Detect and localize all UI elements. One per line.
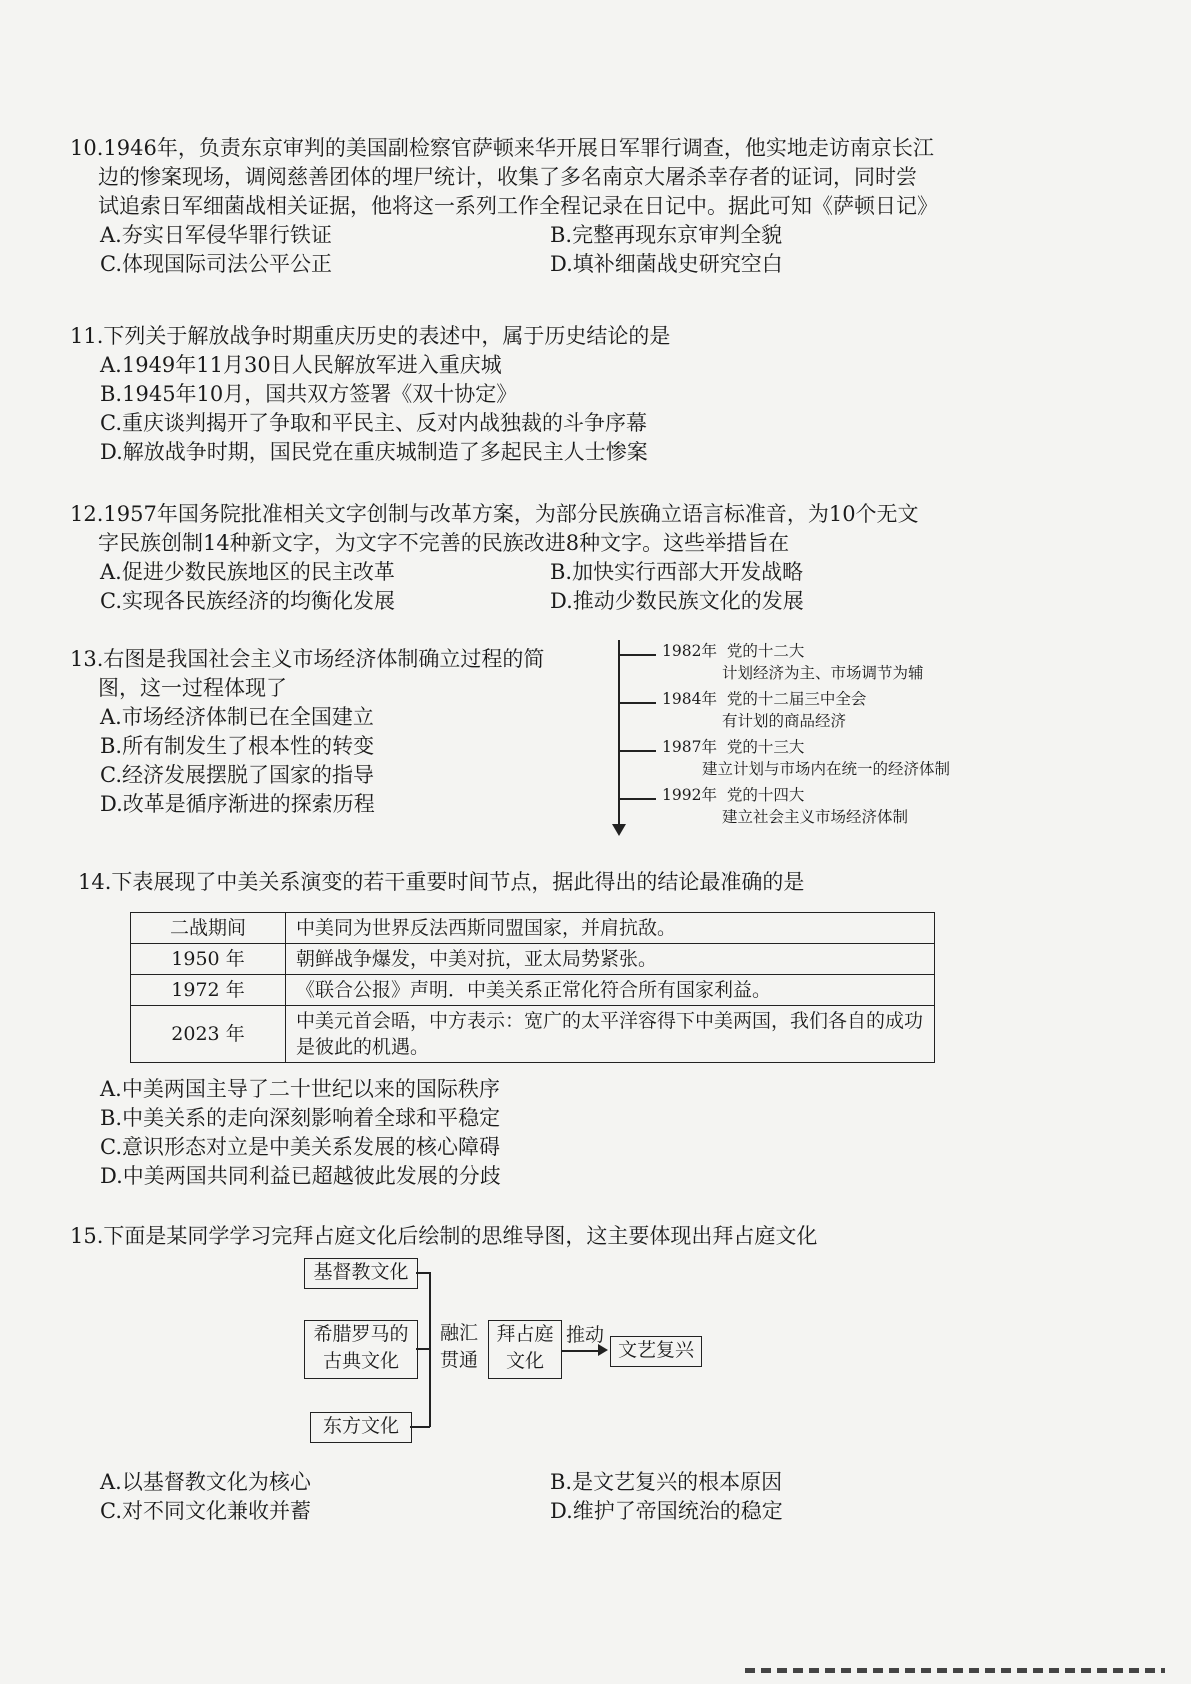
question-11 bbox=[70, 322, 670, 467]
timeline-event: 党的十三大 bbox=[726, 738, 805, 756]
q14-option-d: D.中美两国共同利益已超越彼此发展的分歧 bbox=[100, 1164, 501, 1188]
q13-timeline bbox=[608, 640, 1028, 840]
christian-culture-box: 基督教文化 bbox=[304, 1258, 418, 1289]
greco-roman-line-2: 古典文化 bbox=[322, 1350, 399, 1372]
timeline-event: 党的十四大 bbox=[726, 786, 805, 804]
timeline-tick bbox=[618, 702, 656, 704]
greco-roman-line-1: 希腊罗马的 bbox=[313, 1323, 409, 1345]
q14-option-a: A.中美两国主导了二十世纪以来的国际秩序 bbox=[100, 1077, 500, 1101]
q10-stem-line-1: 10.1946年，负责东京审判的美国副检察官萨顿来华开展日军罪行调查，他实地走访南京长江 bbox=[70, 136, 934, 160]
timeline-tick bbox=[618, 750, 656, 752]
question-14 bbox=[78, 868, 804, 897]
q11-option-d: D.解放战争时期，国民党在重庆城制造了多起民主人士惨案 bbox=[100, 440, 648, 464]
q14-option-c: C.意识形态对立是中美关系发展的核心障碍 bbox=[100, 1135, 500, 1159]
timeline-year: 1982年 bbox=[662, 642, 717, 660]
table-cell-text: 朝鲜战争爆发，中美对抗，亚太局势紧张。 bbox=[286, 944, 935, 975]
q14-relations-table bbox=[130, 912, 935, 1063]
table-cell-year: 二战期间 bbox=[131, 913, 286, 944]
timeline-entry-1992 bbox=[662, 784, 908, 828]
q13-option-b: B.所有制发生了根本性的转变 bbox=[100, 734, 375, 758]
q12-option-d: D.推动少数民族文化的发展 bbox=[550, 589, 804, 613]
q12-option-a: A.促进少数民族地区的民主改革 bbox=[100, 560, 395, 584]
timeline-entry-1982 bbox=[662, 640, 924, 684]
q13-stem-line-1: 13.右图是我国社会主义市场经济体制确立过程的简 bbox=[70, 647, 545, 671]
q14-option-b: B.中美关系的走向深刻影响着全球和平稳定 bbox=[100, 1106, 501, 1130]
q10-option-c: C.体现国际司法公平公正 bbox=[100, 252, 332, 276]
timeline-event: 党的十二届三中全会 bbox=[726, 690, 867, 708]
q13-option-a: A.市场经济体制已在全国建立 bbox=[100, 705, 374, 729]
timeline-detail: 有计划的商品经济 bbox=[722, 712, 847, 730]
q15-option-b: B.是文艺复兴的根本原因 bbox=[550, 1470, 783, 1494]
merge-label-line-1: 融汇 bbox=[439, 1322, 478, 1344]
q13-stem-line-2: 图，这一过程体现了 bbox=[98, 676, 287, 700]
q11-stem: 11.下列关于解放战争时期重庆历史的表述中，属于历史结论的是 bbox=[70, 324, 671, 348]
connector-bracket bbox=[429, 1272, 431, 1427]
timeline-detail: 建立计划与市场内在统一的经济体制 bbox=[702, 760, 951, 778]
eastern-culture-box: 东方文化 bbox=[310, 1412, 412, 1443]
timeline-year: 1984年 bbox=[662, 690, 717, 708]
q13-option-d: D.改革是循序渐进的探索历程 bbox=[100, 792, 375, 816]
q12-stem-line-2: 字民族创制14种新文字，为文字不完善的民族改进8种文字。这些举措旨在 bbox=[98, 531, 790, 555]
q15-option-d: D.维护了帝国统治的稳定 bbox=[550, 1499, 783, 1523]
merge-label-line-2: 贯通 bbox=[439, 1349, 478, 1371]
q11-option-c: C.重庆谈判揭开了争取和平民主、反对内战独裁的斗争序幕 bbox=[100, 411, 647, 435]
connector-line bbox=[416, 1272, 430, 1274]
greco-roman-box bbox=[304, 1320, 418, 1379]
arrow-line bbox=[562, 1350, 602, 1352]
q10-stem-line-3: 试追索日军细菌战相关证据，他将这一系列工作全程记录在日记中。据此可知《萨顿日记》 bbox=[98, 194, 938, 218]
timeline-tick bbox=[618, 654, 656, 656]
timeline-year: 1987年 bbox=[662, 738, 717, 756]
question-15-options bbox=[70, 1468, 783, 1526]
table-cell-text: 中美元首会晤，中方表示：宽广的太平洋容得下中美两国，我们各自的成功是彼此的机遇。 bbox=[286, 1006, 935, 1063]
renaissance-box: 文艺复兴 bbox=[610, 1336, 702, 1367]
table-row bbox=[131, 944, 935, 975]
page-footer-dashes bbox=[745, 1668, 1165, 1673]
q13-option-c: C.经济发展摆脱了国家的指导 bbox=[100, 763, 374, 787]
q12-stem-line-1: 12.1957年国务院批准相关文字创制与改革方案，为部分民族确立语言标准音，为10个无文 bbox=[70, 502, 919, 526]
table-row bbox=[131, 913, 935, 944]
q10-stem-line-2: 边的惨案现场，调阅慈善团体的埋尸统计，收集了多名南京大屠杀幸存者的证词，同时尝 bbox=[98, 165, 917, 189]
q14-stem: 14.下表展现了中美关系演变的若干重要时间节点，据此得出的结论最准确的是 bbox=[78, 870, 805, 894]
table-row bbox=[131, 975, 935, 1006]
timeline-detail: 计划经济为主、市场调节为辅 bbox=[722, 664, 924, 682]
q15-option-a: A.以基督教文化为核心 bbox=[100, 1470, 311, 1494]
promote-label: 推动 bbox=[565, 1324, 604, 1346]
byzantine-line-2: 文化 bbox=[505, 1350, 544, 1372]
table-cell-year: 1972 年 bbox=[131, 975, 286, 1006]
timeline-arrow-icon bbox=[612, 824, 626, 836]
q15-option-c: C.对不同文化兼收并蓄 bbox=[100, 1499, 311, 1523]
question-15 bbox=[70, 1222, 817, 1251]
byzantine-culture-box bbox=[488, 1320, 562, 1379]
timeline-entry-1984 bbox=[662, 688, 866, 732]
timeline-tick bbox=[618, 798, 656, 800]
question-13 bbox=[70, 645, 544, 819]
byzantine-line-1: 拜占庭 bbox=[496, 1323, 554, 1345]
table-row bbox=[131, 1006, 935, 1063]
arrow-right-icon bbox=[598, 1344, 608, 1356]
q12-option-c: C.实现各民族经济的均衡化发展 bbox=[100, 589, 395, 613]
question-12 bbox=[70, 500, 919, 616]
timeline-entry-1987 bbox=[662, 736, 950, 780]
timeline-detail: 建立社会主义市场经济体制 bbox=[722, 808, 909, 826]
q15-stem: 15.下面是某同学学习完拜占庭文化后绘制的思维导图，这主要体现出拜占庭文化 bbox=[70, 1224, 818, 1248]
table-cell-year: 1950 年 bbox=[131, 944, 286, 975]
q10-option-d: D.填补细菌战史研究空白 bbox=[550, 252, 783, 276]
q10-option-a: A.夯实日军侵华罪行铁证 bbox=[100, 223, 332, 247]
timeline-year: 1992年 bbox=[662, 786, 717, 804]
question-14-options bbox=[70, 1075, 501, 1191]
q10-option-b: B.完整再现东京审判全貌 bbox=[550, 223, 783, 247]
merge-label bbox=[434, 1320, 484, 1374]
q15-mind-map bbox=[300, 1258, 700, 1448]
connector-line bbox=[416, 1348, 430, 1350]
table-cell-text: 《联合公报》声明．中美关系正常化符合所有国家利益。 bbox=[286, 975, 935, 1006]
connector-line bbox=[410, 1426, 430, 1428]
q11-option-b: B.1945年10月，国共双方签署《双十协定》 bbox=[100, 382, 518, 406]
q12-option-b: B.加快实行西部大开发战略 bbox=[550, 560, 804, 584]
question-10 bbox=[70, 134, 938, 279]
table-cell-year: 2023 年 bbox=[131, 1006, 286, 1063]
table-cell-text: 中美同为世界反法西斯同盟国家，并肩抗敌。 bbox=[286, 913, 935, 944]
timeline-event: 党的十二大 bbox=[726, 642, 805, 660]
q11-option-a: A.1949年11月30日人民解放军进入重庆城 bbox=[100, 353, 502, 377]
